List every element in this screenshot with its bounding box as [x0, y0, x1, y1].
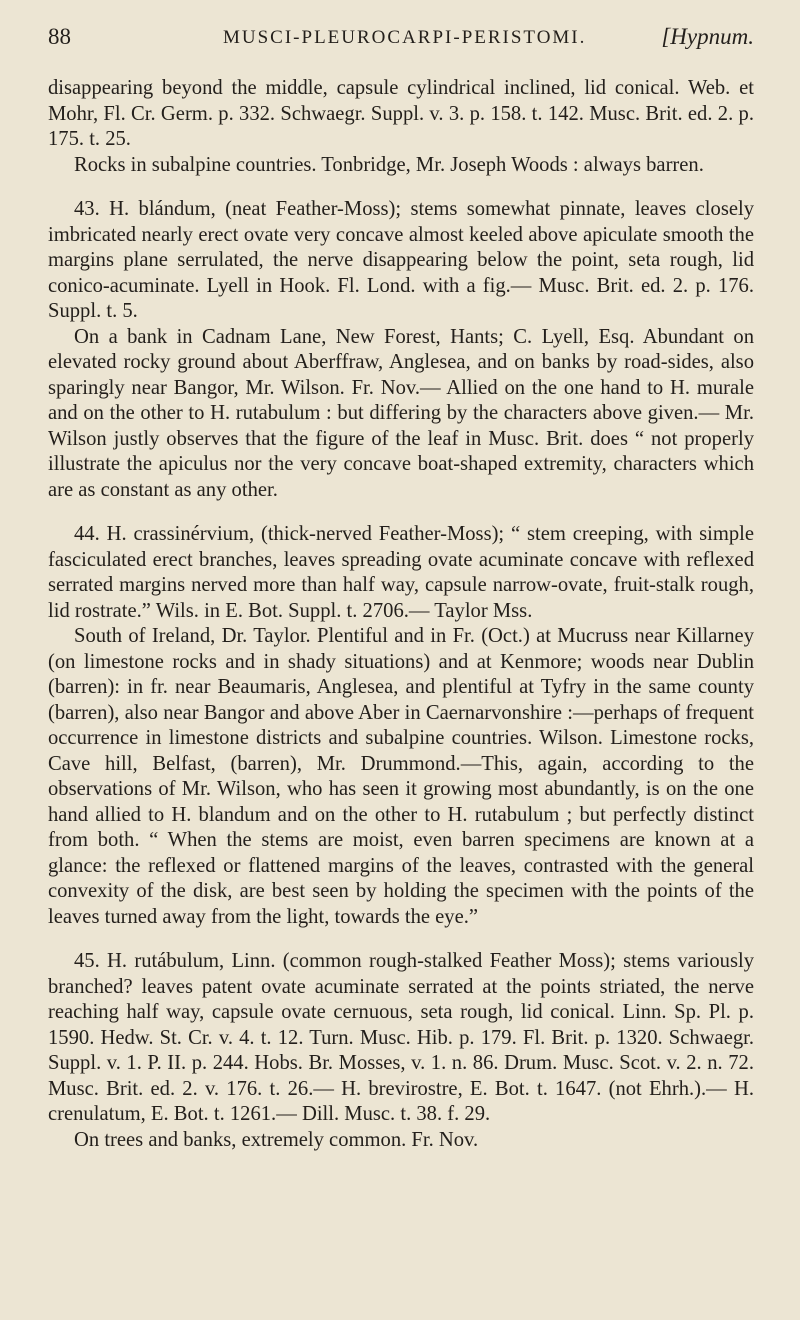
- paragraph-habitat: On trees and banks, extremely common. Fr. Nov.: [74, 1128, 479, 1151]
- page-number: 88: [48, 24, 71, 49]
- species-entry-43: 43. H. blándum, (neat Feather-Moss); stems somewhat pinnate, leaves closely imbricated nearly erect ovate very concave almost keeled above apiculate smooth the margins plane serrulated, the nerve disappearing below the point, seta rough, lid conico-acuminate. Lyell in Hook. Fl. Lond. with a fig.— Musc. Brit. ed. 2. p. 176. Suppl. t. 5.: [48, 198, 754, 322]
- running-genus: [Hypnum.: [661, 24, 754, 49]
- paragraph-habitat: South of Ireland, Dr. Taylor. Plentiful and in Fr. (Oct.) at Mucruss near Killarney (on limestone rocks and in shady situations) and at Kenmore; woods near Dublin (barren): in fr. near Beaumaris, Anglesea, and plentiful at Tyfry in the same county (barren), also near Bangor and above Aber in Caernarvonshire :—perhaps of frequent occurrence in limestone districts and subalpine countries. Wilson. Limestone rocks, Cave hill, Belfast, (barren), Mr. Drummond.—This, again, according to the observations of Mr. Wilson, who has seen it growing most abundantly, is on the one hand allied to H. blandum and on the other to H. rutabulum ; but perfectly distinct from both. “ When the stems are moist, even barren specimens are known at a glance: the reflexed or flattened margins of the leaves, contrasted with the general convexity of the disk, are best seen by holding the specimen with the points of the leaves turned away from the light, towards the eye.”: [48, 625, 754, 928]
- paragraph-habitat: Rocks in subalpine countries. Tonbridge, Mr. Joseph Woods : always barren.: [74, 153, 704, 176]
- body-text: [48, 76, 754, 1153]
- species-entry-44: 44. H. crassinérvium, (thick-nerved Feather-Moss); “ stem creeping, with simple fasciculated erect branches, leaves spreading ovate acuminate concave with reflexed serrated margins nerved more than half way, capsule narrow-ovate, fruit-stalk rough, lid rostrate.” Wils. in E. Bot. Suppl. t. 2706.— Taylor Mss.: [48, 523, 754, 622]
- running-head: [48, 24, 754, 54]
- book-page: [48, 24, 754, 1153]
- paragraph-continued-description: disappearing beyond the middle, capsule cylindrical inclined, lid conical. Web. et Mohr, Fl. Cr. Germ. p. 332. Schwaegr. Suppl. v. 3. p. 158. t. 142. Musc. Brit. ed. 2. p. 175. t. 25.: [48, 77, 754, 150]
- paragraph-habitat: On a bank in Cadnam Lane, New Forest, Hants; C. Lyell, Esq. Abundant on elevated rocky ground about Aberffraw, Anglesea, and on banks by road-sides, also sparingly near Bangor, Mr. Wilson. Fr. Nov.— Allied on the one hand to H. murale and on the other to H. rutabulum : but differing by the characters above given.— Mr. Wilson justly observes that the figure of the leaf in Musc. Brit. does “ not properly illustrate the apiculus nor the very concave boat-shaped extremity, characters which are as constant as any other.: [48, 325, 754, 501]
- species-entry-45: 45. H. rutábulum, Linn. (common rough-stalked Feather Moss); stems variously branched? leaves patent ovate acuminate serrated at the points striated, the nerve reaching half way, capsule ovate cernuous, seta rough, lid conical. Linn. Sp. Pl. p. 1590. Hedw. St. Cr. v. 4. t. 12. Turn. Musc. Hib. p. 179. Fl. Brit. p. 1320. Schwaegr. Suppl. v. 1. P. II. p. 244. Hobs. Br. Mosses, v. 1. n. 86. Drum. Musc. Scot. v. 2. n. 72. Musc. Brit. ed. 2. v. 176. t. 26.— H. brevirostre, E. Bot. t. 1647. (not Ehrh.).— H. crenulatum, E. Bot. t. 1261.— Dill. Musc. t. 38. f. 29.: [48, 950, 754, 1125]
- running-title: MUSCI-PLEUROCARPI-PERISTOMI.: [223, 27, 587, 48]
